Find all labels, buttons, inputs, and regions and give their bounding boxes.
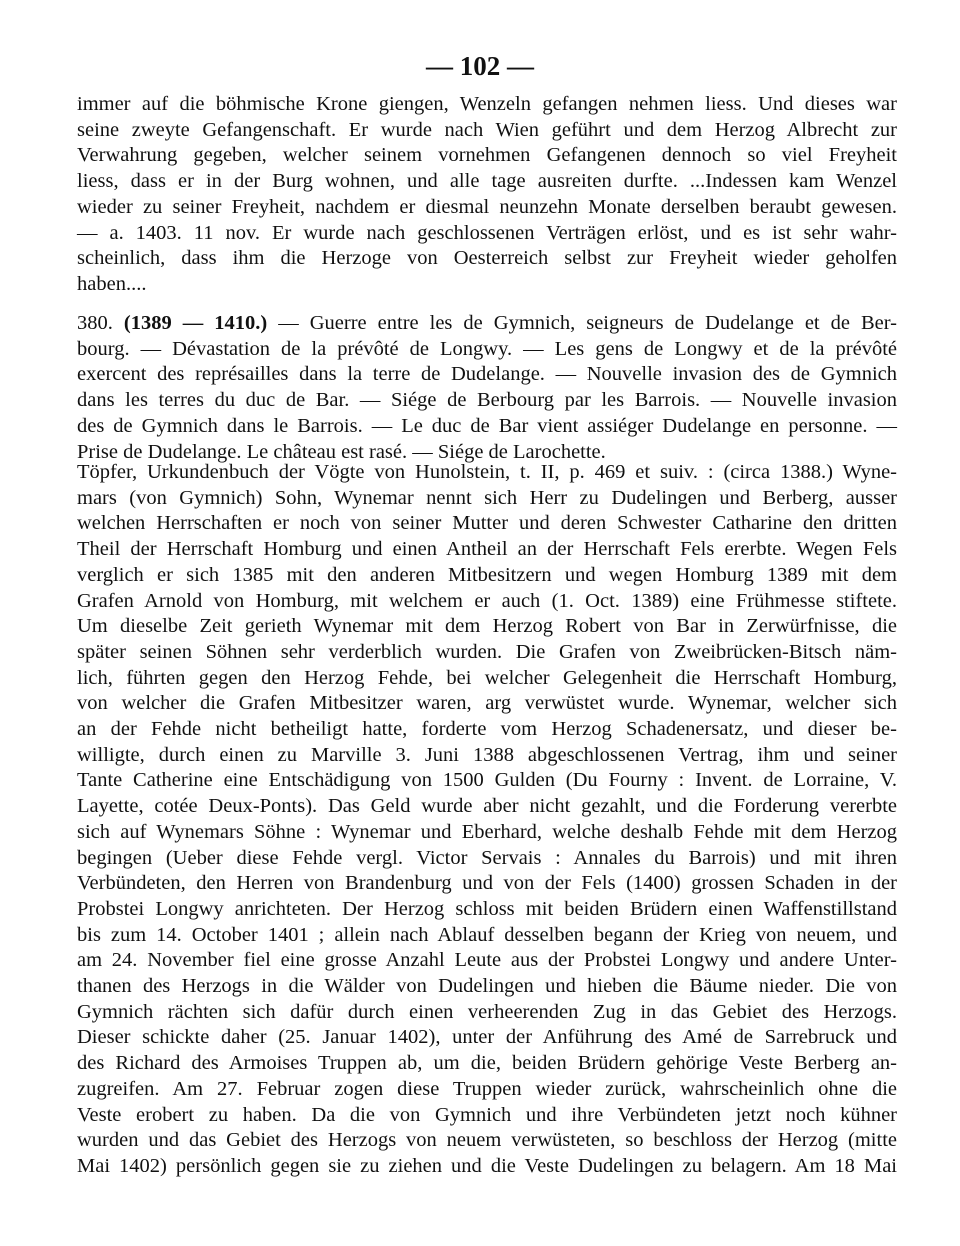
text-line: Mai 1402) persönlich gegen sie zu ziehen und die Veste Dudelingen zu belagern. Am 18 Mai [77,1154,897,1177]
paragraph-quote-continuation [77,92,897,298]
text-line: bourg. — Dévastation de la prévôté de Longwy. — Les gens de Longwy et de la prévôté [77,337,897,360]
text-line: bis zum 14. October 1401 ; allein nach Ablauf desselben begann der Krieg von neuem, und [77,923,897,946]
text-line: mars (von Gymnich) Sohn, Wynemar nennt sich Herr zu Dudelingen und Berberg, ausser [77,486,897,509]
text-line: Probstei Longwy anrichteten. Der Herzog schloss mit beiden Brüdern einen Waffenstillstand [77,897,897,920]
text-line: Gymnich rächten sich dafür durch einen verheerenden Zug in das Gebiet des Herzogs. [77,1000,897,1023]
text-line: exercent des représailles dans la terre de Dudelange. — Nouvelle invasion des de Gymnich [77,363,897,386]
text-line: — a. 1403. 11 nov. Er wurde nach geschlossenen Verträgen erlöst, und es ist sehr wahr- [77,221,897,244]
text-line: Tante Catherine eine Entschädigung von 1500 Gulden (Du Fourny : Invent. de Lorraine, V. [77,769,897,792]
text-line: später seinen Söhnen sehr verderblich wurden. Die Grafen von Zweibrücken-Bitsch näm- [77,640,897,663]
text-line: thanen des Herzogs in die Wälder von Dudelingen und hieben die Bäume nieder. Die von [77,975,897,998]
page-number: — 102 — [426,51,534,81]
text-line: Theil der Herrschaft Homburg und einen Antheil an der Herrschaft Fels ererbte. Wegen Fels [77,538,897,561]
text-line: Um dieselbe Zeit gerieth Wynemar mit dem Herzog Robert von Bar in Zerwürfnisse, die [77,615,897,638]
text-line: Grafen Arnold von Homburg, mit welchem er auch (1. Oct. 1389) eine Frühmesse stiftete. [77,589,897,612]
text-line: des de Gymnich dans le Barrois. — Le duc de Bar vient assiéger Dudelange en personne. — [77,414,897,437]
text-line: am 24. November fiel eine grosse Anzahl Leute aus der Probstei Longwy und andere Unter- [77,949,897,972]
text-line: haben.... [77,272,147,295]
text-line: Veste erobert zu haben. Da die von Gymnich und ihre Verbündeten jetzt noch kühner [77,1103,897,1126]
text-line: lich, führten gegen den Herzog Fehde, bei welcher Gelegenheit die Herrschaft Homburg, [77,666,897,689]
text-line: wieder zu seiner Freyheit, nachdem er diesmal neunzehn Monate derselben beraubt gewesen. [77,195,897,218]
text-line: willigte, durch einen zu Marville 3. Juni 1388 abgeschlossenen Vertrag, ihm und seiner [77,743,897,766]
text-line: verglich er sich 1385 mit den anderen Mitbesitzern und wegen Homburg 1389 mit dem [77,563,897,586]
text-line: Dieser schickte daher (25. Januar 1402), unter der Anführung des Amé de Sarrebruck und [77,1026,897,1049]
text-line: von welcher die Grafen Mitbesitzer waren, arg verwüstet wurde. Wynemar, welcher sich [77,692,897,715]
text-line: scheinlich, dass ihm die Herzoge von Oesterreich selbst zur Freyheit wieder geholfen [77,247,897,270]
text-line: an der Fehde nicht betheiligt hatte, forderte vom Herzog Schadenersatz, und dieser be- [77,718,897,741]
text-line [77,311,897,337]
text-line: zugreifen. Am 27. Februar zogen diese Truppen wieder zurück, wahrscheinlich ohne die [77,1077,897,1100]
text-line: welchen Herrschaften er noch von seiner Mutter und deren Schwester Catharine den dritten [77,512,897,535]
text-line: liess, dass er in der Burg wohnen, und alle tage ausreiten durfte. ...Indessen kam Wenzel [77,170,897,193]
paragraph-toepfer-citation [77,460,897,1180]
text-line: wurden und das Gebiet des Herzogs von neuem verwüsteten, so beschloss der Herzog (mitte [77,1129,897,1152]
text-line: begingen (Ueber diese Fehde vergl. Victor Servais : Annales du Barrois) und mit ihren [77,846,897,869]
text-line: immer auf die böhmische Krone giengen, Wenzeln gefangen nehmen liess. Und dieses war [77,93,897,115]
text-line: Layette, cotée Deux-Ponts). Das Geld wurde aber nicht gezahlt, und die Forderung vererbte [77,795,897,818]
text-line: des Richard des Armoises Truppen ab, um die, beiden Brüdern gehörige Veste Berberg an- [77,1052,897,1075]
section-date-range: (1389 — 1410.) [123,312,268,334]
text-line: sich auf Wynemars Söhne : Wynemar und Eberhard, welche deshalb Fehde mit dem Herzog [77,820,897,843]
section-380-summary [77,311,897,465]
text-line: Verbündeten, den Herren von Brandenburg und von der Fels (1400) grossen Schaden in der [77,872,897,895]
text-line: Töpfer, Urkundenbuch der Vögte von Hunolstein, t. II, p. 469 et suiv. : (circa 1388.) Wyne- [77,461,897,483]
text-line: Verwahrung gegeben, welcher seinem vornehmen Gefangenen dennoch so viel Freyheit [77,144,897,167]
section-summary-start: — Guerre entre les de Gymnich, seigneurs de Dudelange et de Ber- [278,312,898,334]
text-line: seine zweyte Gefangenschaft. Er wurde nach Wien geführt und dem Herzog Albrecht zur [77,118,897,141]
text-line: dans les terres du duc de Bar. — Siége de Berbourg par les Barrois. — Nouvelle invasion [77,389,897,412]
text-line: Prise de Dudelange. Le château est rasé. — Siége de Larochette. [77,440,606,463]
section-number: 380. [77,312,113,334]
